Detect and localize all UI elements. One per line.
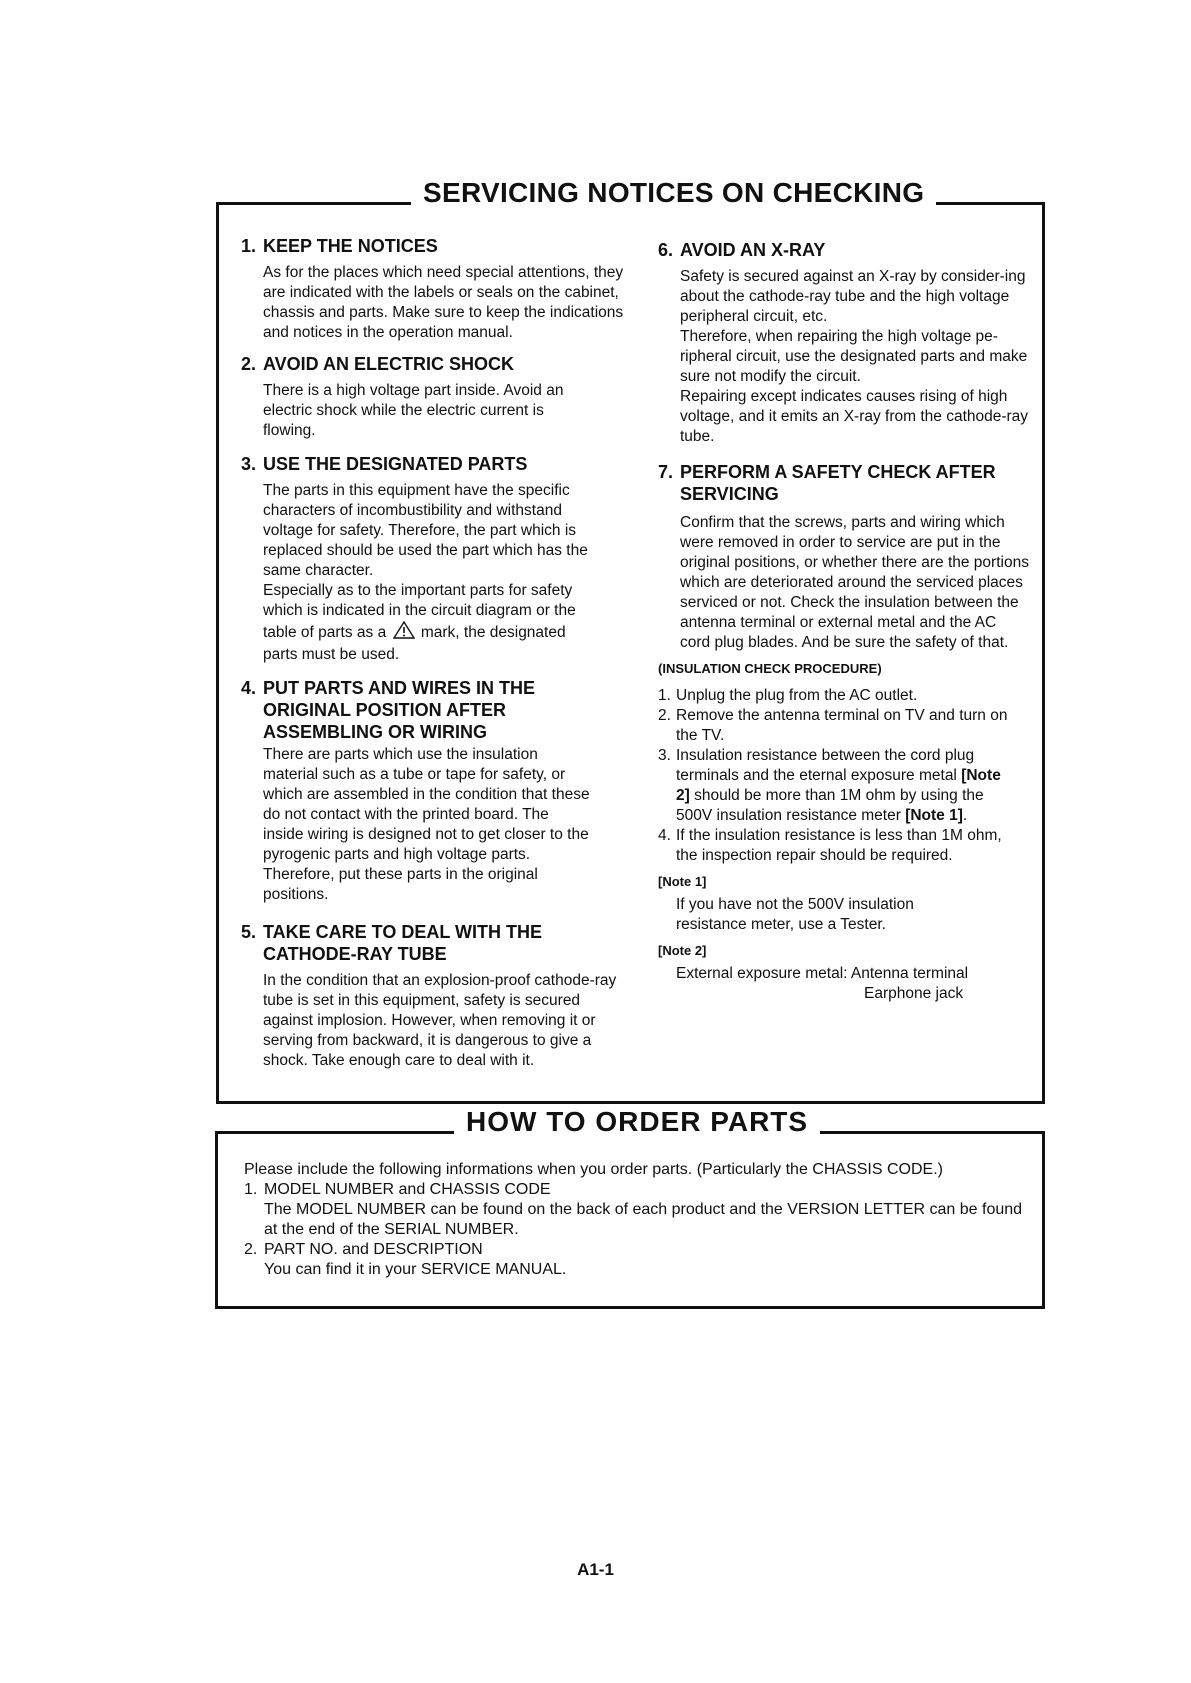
left-column bbox=[241, 235, 631, 1077]
note-reference: [Note 1] bbox=[905, 807, 963, 824]
section-number: 3. bbox=[241, 454, 257, 474]
section-body-part: mark, the designated parts must be used. bbox=[263, 624, 566, 663]
section-heading: PERFORM A SAFETY CHECK AFTER SERVICING bbox=[680, 462, 996, 504]
section-number: 7. bbox=[658, 462, 674, 482]
how-to-order-title: HOW TO ORDER PARTS bbox=[454, 1106, 820, 1138]
note-1-label: [Note 1] bbox=[658, 874, 707, 889]
warning-triangle-icon bbox=[393, 621, 415, 645]
section-original-position bbox=[241, 677, 631, 905]
section-number: 4. bbox=[241, 678, 257, 698]
section-number: 2. bbox=[241, 354, 257, 374]
section-body: There are parts which use the insulation material such as a tube or tape for safety, or which are assembled in the condition that these do not contact with the printed board. The inside wiring is designed not to get closer to the pyrogenic parts and high voltage parts. Therefore, put these parts in the original positions. bbox=[263, 746, 590, 903]
order-item-body: You can find it in your SERVICE MANUAL. bbox=[264, 1261, 567, 1278]
procedure-step: 4. If the insulation resistance is less than 1M ohm, the inspection repair should be required. bbox=[658, 827, 1002, 864]
note-reference: [Note 2] bbox=[676, 767, 1001, 804]
section-body: In the condition that an explosion-proof cathode-ray tube is set in this equipment, safety is secured against implosion. However, when removing it or serving from backward, it is dangerous to give a shock. Take enough care to deal with it. bbox=[263, 972, 617, 1069]
order-item-body: The MODEL NUMBER can be found on the back of each product and the VERSION LETTER can be found at the end of the SERIAL NUMBER. bbox=[264, 1201, 1023, 1238]
order-item: 2. PART NO. and DESCRIPTION bbox=[244, 1241, 483, 1258]
section-designated-parts bbox=[241, 453, 631, 665]
servicing-notices-title: SERVICING NOTICES ON CHECKING bbox=[411, 177, 936, 209]
procedure-step: 2. Remove the antenna terminal on TV and turn on the TV. bbox=[658, 707, 1008, 744]
section-body: Repairing except indicates causes rising of high voltage, and it emits an X-ray from the cathode-ray tube. bbox=[680, 388, 1029, 445]
page-number: A1-1 bbox=[577, 1560, 614, 1579]
right-column bbox=[658, 235, 1033, 1010]
procedure-list bbox=[658, 686, 1008, 866]
note-2-body: External exposure metal: Antenna terminal bbox=[676, 965, 969, 982]
section-heading: AVOID AN ELECTRIC SHOCK bbox=[263, 354, 515, 374]
section-body-part: Especially as to the important parts for safety which is indicated in the circuit diagram or the table of parts as a bbox=[263, 582, 576, 641]
section-heading: TAKE CARE TO DEAL WITH THE CATHODE-RAY TUBE bbox=[263, 922, 542, 964]
section-heading: PUT PARTS AND WIRES IN THE ORIGINAL POSITION AFTER ASSEMBLING OR WIRING bbox=[263, 678, 536, 742]
procedure-step: 3. Insulation resistance between the cord plug terminals and the eternal exposure metal [Note 2] should be more than 1M ohm by using the 500V insulation resistance meter [Note 1]. bbox=[658, 747, 1001, 824]
section-number: 5. bbox=[241, 922, 257, 942]
section-heading: USE THE DESIGNATED PARTS bbox=[263, 454, 528, 474]
note-2-body: Earphone jack bbox=[864, 985, 964, 1002]
section-x-ray bbox=[658, 239, 1033, 447]
order-item: 1. MODEL NUMBER and CHASSIS CODE bbox=[244, 1181, 551, 1198]
procedure-step: 1. Unplug the plug from the AC outlet. bbox=[658, 687, 918, 704]
how-to-order-box bbox=[215, 1106, 1045, 1309]
section-body: As for the places which need special attentions, they are indicated with the labels or seals on the cabinet, chassis and parts. Make sure to keep the indications and notices in the operation manual. bbox=[263, 264, 624, 341]
section-heading: KEEP THE NOTICES bbox=[263, 236, 438, 256]
section-number: 1. bbox=[241, 236, 257, 256]
section-body: The parts in this equipment have the specific characters of incombustibility and withstand voltage for safety. Therefore, the part which is replaced should be used the part which has the same character. bbox=[263, 482, 588, 579]
order-body bbox=[244, 1160, 1024, 1280]
section-body: Therefore, when repairing the high voltage pe-ripheral circuit, use the designated parts and make sure not modify the circuit. bbox=[680, 328, 1028, 385]
note-2-label: [Note 2] bbox=[658, 943, 707, 958]
section-body: Confirm that the screws, parts and wiring which were removed in order to service are put in the original positions, or whether there are the portions which are deteriorated around the serviced places serviced or not. Check the insulation between the antenna terminal or external metal and the AC cord plug blades. And be sure the safety of that. bbox=[680, 514, 1029, 651]
order-intro: Please include the following informations when you order parts. (Particularly the CHASSIS CODE.) bbox=[244, 1161, 943, 1178]
section-body: Safety is secured against an X-ray by consider-ing about the cathode-ray tube and the high voltage peripheral circuit, etc. bbox=[680, 268, 1026, 325]
section-keep-notices bbox=[241, 235, 631, 343]
servicing-notices-box bbox=[216, 177, 1045, 1104]
section-safety-check bbox=[658, 461, 1033, 1004]
section-heading: AVOID AN X-RAY bbox=[680, 240, 826, 260]
section-number: 6. bbox=[658, 240, 674, 260]
section-body: There is a high voltage part inside. Avoid an electric shock while the electric current is flowing. bbox=[263, 382, 564, 439]
section-electric-shock bbox=[241, 353, 631, 441]
section-cathode-ray-tube bbox=[241, 921, 631, 1071]
procedure-title: (INSULATION CHECK PROCEDURE) bbox=[658, 661, 882, 676]
note-1-body: If you have not the 500V insulation resistance meter, use a Tester. bbox=[676, 896, 914, 933]
